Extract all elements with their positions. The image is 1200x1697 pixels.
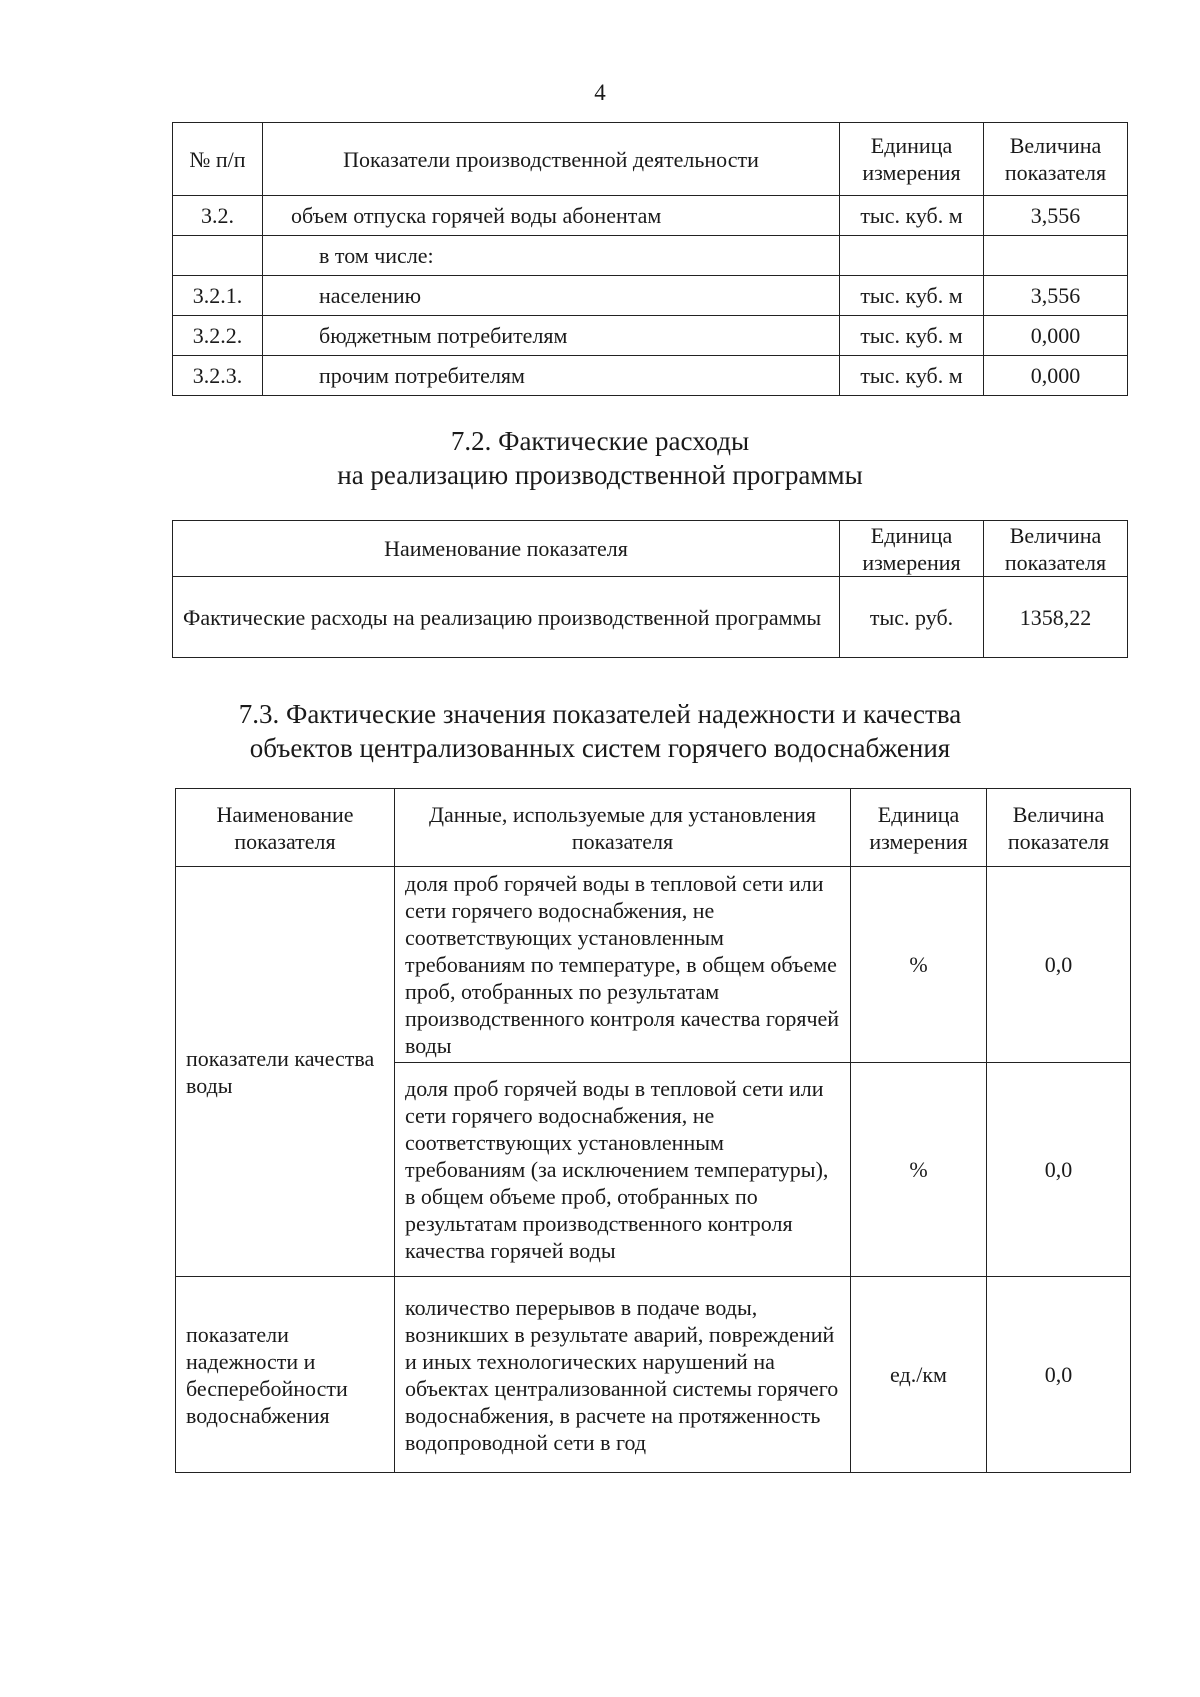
row-value: 0,000 (984, 316, 1128, 356)
header-value: Величина показателя (984, 123, 1128, 196)
table-header-row (173, 521, 1128, 577)
row-indicator: населению (263, 276, 840, 316)
row-unit: тыс. куб. м (840, 196, 984, 236)
header-indicators: Показатели производственной деятельности (263, 123, 840, 196)
production-activity-table (172, 122, 1128, 396)
row-number (173, 236, 263, 276)
row-value: 0,0 (987, 1277, 1131, 1473)
row-indicator: Фактические расходы на реализацию производственной программы (173, 577, 840, 658)
table-header-row (173, 123, 1128, 196)
row-unit (840, 236, 984, 276)
row-number: 3.2.3. (173, 356, 263, 396)
header-unit: Единица измерения (840, 521, 984, 577)
table-row (173, 356, 1128, 396)
table-row (173, 196, 1128, 236)
row-unit: % (851, 867, 987, 1063)
row-indicator: бюджетным потребителям (263, 316, 840, 356)
row-indicator: в том числе: (263, 236, 840, 276)
table-row (173, 577, 1128, 658)
header-unit: Единица измерения (851, 789, 987, 867)
row-unit: ед./км (851, 1277, 987, 1473)
table-header-row (176, 789, 1131, 867)
row-value: 1358,22 (984, 577, 1128, 658)
row-description: доля проб горячей воды в тепловой сети или сети горячего водоснабжения, не соответствующих установленным требованиям по температуре, в общем объеме проб, отобранных по результатам производственного контроля качества горячей воды (395, 867, 851, 1063)
row-number: 3.2.1. (173, 276, 263, 316)
header-name: Наименование показателя (176, 789, 395, 867)
section-title-line: 7.3. Фактические значения показателей надежности и качества (238, 699, 962, 729)
row-unit: % (851, 1063, 987, 1277)
row-description: доля проб горячей воды в тепловой сети или сети горячего водоснабжения, не соответствующих установленным требованиям (за исключением температуры), в общем объеме проб, отобранных по результатам производственного контроля качества горячей воды (395, 1063, 851, 1277)
row-value: 3,556 (984, 196, 1128, 236)
row-unit: тыс. куб. м (840, 316, 984, 356)
actual-expenses-table (172, 520, 1128, 658)
section-title-line: объектов централизованных систем горячего водоснабжения (249, 733, 951, 763)
row-indicator: объем отпуска горячей воды абонентам (263, 196, 840, 236)
row-value: 0,000 (984, 356, 1128, 396)
reliability-quality-table (175, 788, 1131, 1473)
row-unit: тыс. куб. м (840, 276, 984, 316)
row-indicator: прочим потребителям (263, 356, 840, 396)
header-value: Величина показателя (984, 521, 1128, 577)
group-reliability: показатели надежности и бесперебойности водоснабжения (176, 1277, 395, 1473)
row-number: 3.2. (173, 196, 263, 236)
section-title-line: 7.2. Фактические расходы (450, 426, 750, 456)
section-title-line: на реализацию производственной программы (337, 460, 863, 490)
table-row (173, 236, 1128, 276)
row-unit: тыс. руб. (840, 577, 984, 658)
page-number: 4 (594, 80, 606, 105)
row-unit: тыс. куб. м (840, 356, 984, 396)
header-name: Наименование показателя (173, 521, 840, 577)
header-unit: Единица измерения (840, 123, 984, 196)
row-value (984, 236, 1128, 276)
table-row (173, 316, 1128, 356)
row-description: количество перерывов в подаче воды, возникших в результате аварий, повреждений и иных технологических нарушений на объектах централизованной системы горячего водоснабжения, в расчете на протяженность водопроводной сети в год (395, 1277, 851, 1473)
row-value: 0,0 (987, 1063, 1131, 1277)
header-number: № п/п (173, 123, 263, 196)
table-row (176, 867, 1131, 1063)
header-value: Величина показателя (987, 789, 1131, 867)
table-row (173, 276, 1128, 316)
section-7-2-heading (0, 424, 1200, 492)
section-7-3-heading (0, 697, 1200, 765)
header-data: Данные, используемые для установления показателя (395, 789, 851, 867)
row-value: 0,0 (987, 867, 1131, 1063)
table-row (176, 1277, 1131, 1473)
row-number: 3.2.2. (173, 316, 263, 356)
group-water-quality: показатели качества воды (176, 867, 395, 1277)
row-value: 3,556 (984, 276, 1128, 316)
